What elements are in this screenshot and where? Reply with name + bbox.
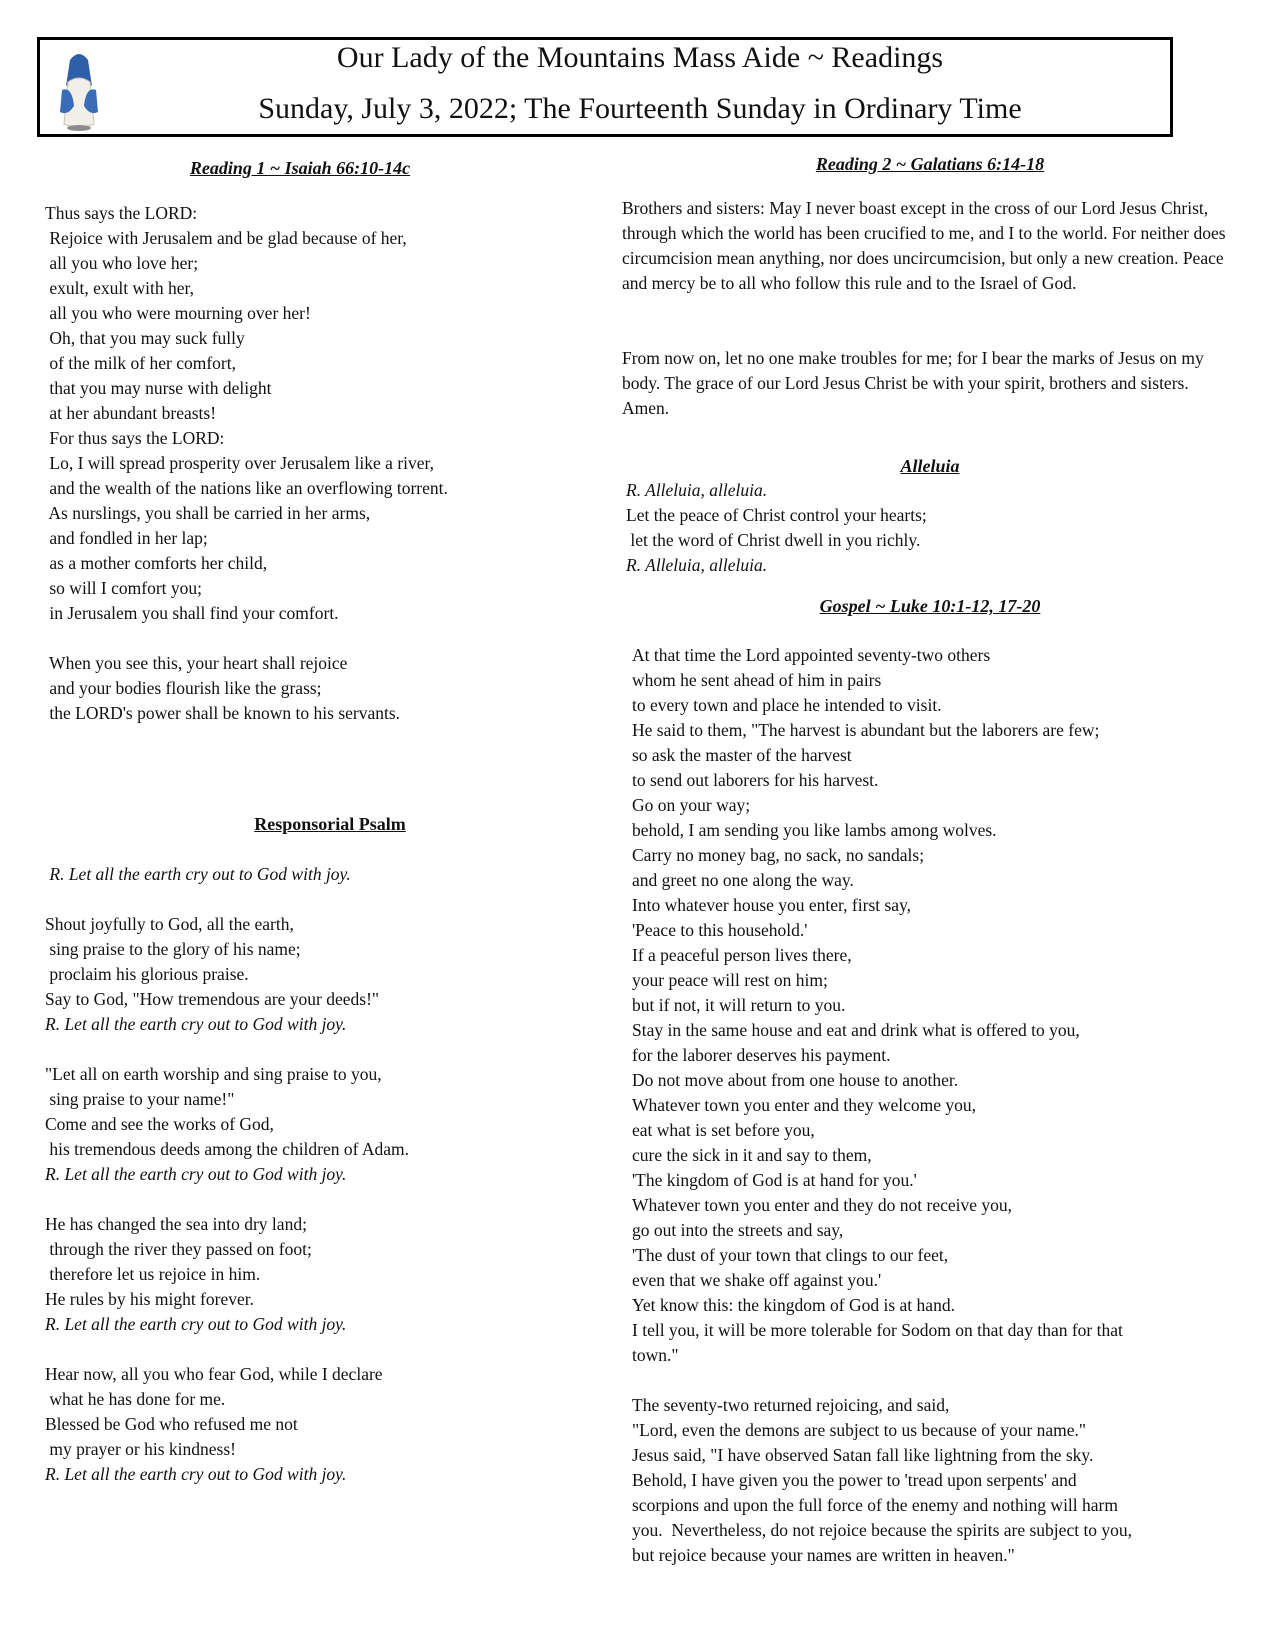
gospel-line: even that we shake off against you.' <box>632 1270 882 1290</box>
reading-1-line: so will I comfort you; <box>45 578 202 598</box>
gospel-line: Go on your way; <box>632 795 751 815</box>
gospel-line: 'The dust of your town that clings to our feet, <box>632 1245 949 1265</box>
alleluia-line: R. Alleluia, alleluia. <box>626 555 768 575</box>
reading-1-heading: Reading 1 ~ Isaiah 66:10-14c <box>189 158 411 178</box>
psalm-line: R. Let all the earth cry out to God with joy. <box>45 1014 347 1034</box>
gospel-line: and greet no one along the way. <box>632 870 854 890</box>
psalm-line: Hear now, all you who fear God, while I declare <box>45 1364 383 1384</box>
psalm-line: sing praise to your name!" <box>45 1089 235 1109</box>
reading-1-line: Thus says the LORD: <box>45 203 198 223</box>
psalm-line: Say to God, "How tremendous are your deeds!" <box>45 989 380 1009</box>
gospel-line: The seventy-two returned rejoicing, and said, <box>632 1395 950 1415</box>
psalm-line <box>45 1187 409 1212</box>
alleluia-line: let the word of Christ dwell in you richly. <box>626 530 921 550</box>
reading-1-text <box>45 201 448 726</box>
psalm-line: Shout joyfully to God, all the earth, <box>45 914 294 934</box>
gospel-line: If a peaceful person lives there, <box>632 945 852 965</box>
alleluia-line: Let the peace of Christ control your hearts; <box>626 505 927 525</box>
reading-2-paragraph-1: Brothers and sisters: May I never boast except in the cross of our Lord Jesus Christ, through which the world has been crucified to me, and I to the world. For neither does circumcision mean anything, nor does uncircumcision, but only a new creation. Peace and mercy be to all who follow this rule and to the Israel of God. <box>622 198 1226 293</box>
psalm-line: proclaim his glorious praise. <box>45 964 249 984</box>
psalm-line: sing praise to the glory of his name; <box>45 939 301 959</box>
gospel-line: Do not move about from one house to another. <box>632 1070 959 1090</box>
psalm-line <box>45 1337 409 1362</box>
gospel-line: you. Nevertheless, do not rejoice because the spirits are subject to you, <box>632 1520 1133 1540</box>
header-box <box>37 37 1173 137</box>
gospel-line: to every town and place he intended to visit. <box>632 695 942 715</box>
gospel-line: Jesus said, "I have observed Satan fall like lightning from the sky. <box>632 1445 1094 1465</box>
reading-1-line: all you who love her; <box>45 253 199 273</box>
reading-1-line <box>45 626 448 651</box>
reading-1-line: in Jerusalem you shall find your comfort. <box>45 603 339 623</box>
reading-2-paragraph-2: From now on, let no one make troubles for me; for I bear the marks of Jesus on my body. The grace of our Lord Jesus Christ be with your spirit, brothers and sisters. Amen. <box>622 348 1204 418</box>
psalm-line: He has changed the sea into dry land; <box>45 1214 307 1234</box>
alleluia-heading: Alleluia <box>900 456 960 476</box>
psalm-heading: Responsorial Psalm <box>254 814 406 834</box>
psalm-line <box>45 1037 409 1062</box>
gospel-line: but if not, it will return to you. <box>632 995 846 1015</box>
gospel-line: eat what is set before you, <box>632 1120 815 1140</box>
reading-1-line: exult, exult with her, <box>45 278 194 298</box>
gospel-line: for the laborer deserves his payment. <box>632 1045 891 1065</box>
psalm-line: R. Let all the earth cry out to God with joy. <box>45 1314 347 1334</box>
reading-1-line: as a mother comforts her child, <box>45 553 268 573</box>
gospel-line: behold, I am sending you like lambs among wolves. <box>632 820 997 840</box>
gospel-line: to send out laborers for his harvest. <box>632 770 879 790</box>
reading-1-line: Oh, that you may suck fully <box>45 328 245 348</box>
gospel-line: Yet know this: the kingdom of God is at hand. <box>632 1295 955 1315</box>
gospel-line: cure the sick in it and say to them, <box>632 1145 872 1165</box>
reading-1-line: Rejoice with Jerusalem and be glad because of her, <box>45 228 407 248</box>
reading-1-line: and fondled in her lap; <box>45 528 208 548</box>
psalm-response: R. Let all the earth cry out to God with joy. <box>45 864 351 884</box>
gospel-line: Whatever town you enter and they do not receive you, <box>632 1195 1013 1215</box>
gospel-line: Behold, I have given you the power to 'tread upon serpents' and <box>632 1470 1077 1490</box>
page-subtitle: Sunday, July 3, 2022; The Fourteenth Sunday in Ordinary Time <box>258 92 1022 125</box>
gospel-heading: Gospel ~ Luke 10:1-12, 17-20 <box>819 596 1041 616</box>
psalm-line: my prayer or his kindness! <box>45 1439 237 1459</box>
reading-2-heading: Reading 2 ~ Galatians 6:14-18 <box>815 154 1045 174</box>
psalm-line: his tremendous deeds among the children of Adam. <box>45 1139 410 1159</box>
psalm-line: "Let all on earth worship and sing praise to you, <box>45 1064 382 1084</box>
reading-1-line: and the wealth of the nations like an overflowing torrent. <box>45 478 448 498</box>
gospel-text <box>632 643 1132 1568</box>
virgin-mary-logo <box>54 46 104 132</box>
alleluia-text <box>626 478 927 578</box>
gospel-line: At that time the Lord appointed seventy-two others <box>632 645 991 665</box>
gospel-line: but rejoice because your names are written in heaven." <box>632 1545 1015 1565</box>
gospel-line: so ask the master of the harvest <box>632 745 852 765</box>
psalm-line: through the river they passed on foot; <box>45 1239 312 1259</box>
gospel-line: I tell you, it will be more tolerable for Sodom on that day than for that <box>632 1320 1123 1340</box>
reading-1-line: at her abundant breasts! <box>45 403 217 423</box>
reading-1-line: As nurslings, you shall be carried in her arms, <box>45 503 371 523</box>
reading-1-line: When you see this, your heart shall rejoice <box>45 653 348 673</box>
gospel-line: town." <box>632 1345 679 1365</box>
gospel-line: scorpions and upon the full force of the enemy and nothing will harm <box>632 1495 1118 1515</box>
reading-1-line: the LORD's power shall be known to his servants. <box>45 703 401 723</box>
psalm-line: Come and see the works of God, <box>45 1114 274 1134</box>
reading-1-line: Lo, I will spread prosperity over Jerusalem like a river, <box>45 453 435 473</box>
psalm-line: R. Let all the earth cry out to God with joy. <box>45 1464 347 1484</box>
gospel-line: Stay in the same house and eat and drink what is offered to you, <box>632 1020 1080 1040</box>
page-title: Our Lady of the Mountains Mass Aide ~ Readings <box>336 41 944 74</box>
gospel-line: He said to them, "The harvest is abundant but the laborers are few; <box>632 720 1100 740</box>
gospel-line: Into whatever house you enter, first say, <box>632 895 912 915</box>
gospel-line: Whatever town you enter and they welcome you, <box>632 1095 977 1115</box>
psalm-line: what he has done for me. <box>45 1389 226 1409</box>
gospel-line: go out into the streets and say, <box>632 1220 844 1240</box>
gospel-line: "Lord, even the demons are subject to us because of your name." <box>632 1420 1087 1440</box>
reading-1-line: and your bodies flourish like the grass; <box>45 678 322 698</box>
gospel-line <box>632 1368 1132 1393</box>
reading-1-line: For thus says the LORD: <box>45 428 225 448</box>
reading-1-line: of the milk of her comfort, <box>45 353 236 373</box>
gospel-line: whom he sent ahead of him in pairs <box>632 670 882 690</box>
alleluia-line: R. Alleluia, alleluia. <box>626 480 768 500</box>
psalm-line: therefore let us rejoice in him. <box>45 1264 261 1284</box>
psalm-line: Blessed be God who refused me not <box>45 1414 298 1434</box>
gospel-line: Carry no money bag, no sack, no sandals; <box>632 845 925 865</box>
reading-1-line: that you may nurse with delight <box>45 378 272 398</box>
gospel-line: 'The kingdom of God is at hand for you.' <box>632 1170 917 1190</box>
psalm-line: He rules by his might forever. <box>45 1289 254 1309</box>
psalm-text <box>45 912 409 1487</box>
gospel-line: your peace will rest on him; <box>632 970 828 990</box>
gospel-line: 'Peace to this household.' <box>632 920 808 940</box>
reading-1-line: all you who were mourning over her! <box>45 303 311 323</box>
psalm-line: R. Let all the earth cry out to God with joy. <box>45 1164 347 1184</box>
